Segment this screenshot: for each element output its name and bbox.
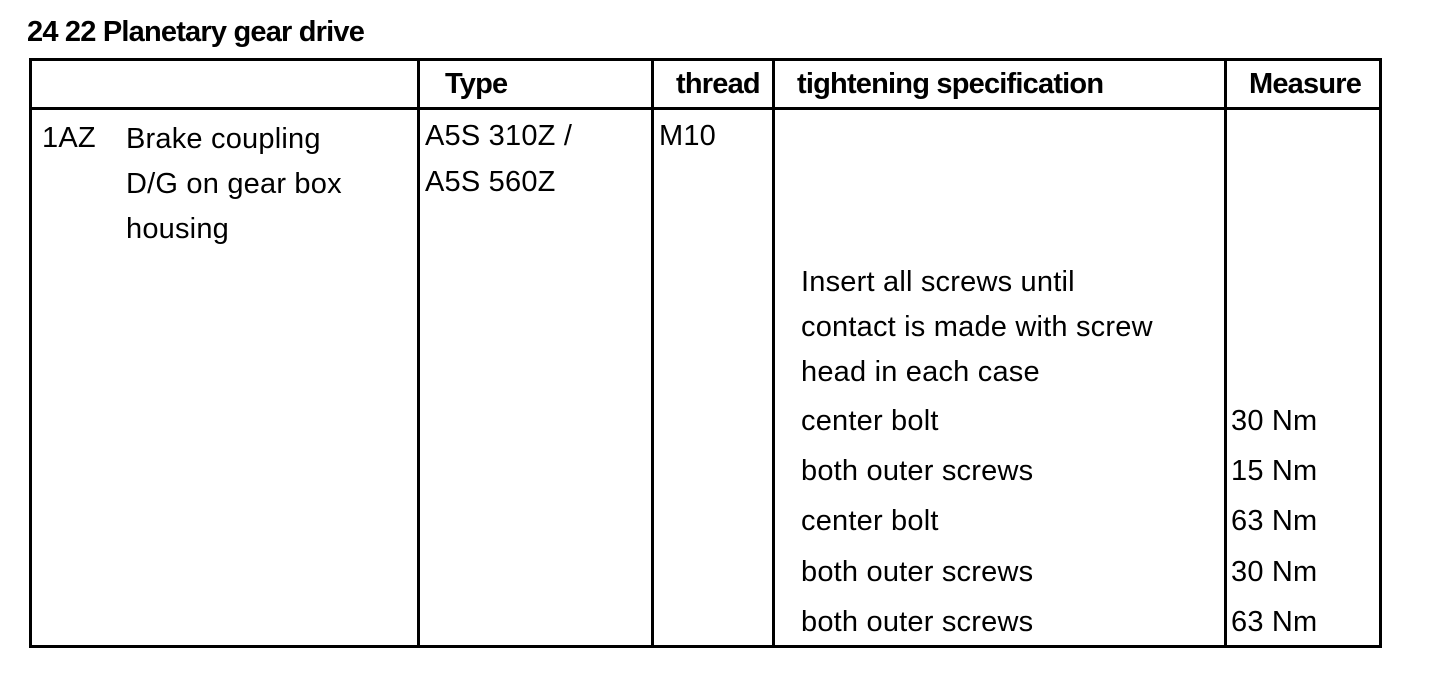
description-line: D/G on gear box <box>126 168 342 200</box>
step-measure: 30 Nm <box>1231 405 1318 437</box>
step-measure: 63 Nm <box>1231 505 1318 537</box>
step-spec: center bolt <box>801 505 939 537</box>
header-divider <box>29 107 1382 110</box>
column-divider-tightening <box>772 58 775 648</box>
description-line: housing <box>126 213 229 245</box>
column-divider-measure <box>1224 58 1227 648</box>
header-type: Type <box>445 68 508 100</box>
header-measure: Measure <box>1249 68 1362 100</box>
step-measure: 30 Nm <box>1231 556 1318 588</box>
row-code: 1AZ <box>42 122 96 154</box>
thread-value: M10 <box>659 120 717 152</box>
header-thread: thread <box>676 68 760 100</box>
step-spec: both outer screws <box>801 606 1034 638</box>
instruction-line: contact is made with screw <box>801 311 1153 343</box>
step-spec: both outer screws <box>801 556 1034 588</box>
instruction-line: Insert all screws until <box>801 266 1075 298</box>
type-line: A5S 560Z <box>425 166 556 198</box>
step-measure: 15 Nm <box>1231 455 1318 487</box>
header-tightening-specification: tightening specification <box>797 68 1104 100</box>
page-title: 24 22 Planetary gear drive <box>27 16 365 48</box>
step-spec: both outer screws <box>801 455 1034 487</box>
description-line: Brake coupling <box>126 123 321 155</box>
type-line: A5S 310Z / <box>425 120 573 152</box>
step-spec: center bolt <box>801 405 939 437</box>
instruction-line: head in each case <box>801 356 1040 388</box>
column-divider-thread <box>651 58 654 648</box>
step-measure: 63 Nm <box>1231 606 1318 638</box>
column-divider-type <box>417 58 420 648</box>
